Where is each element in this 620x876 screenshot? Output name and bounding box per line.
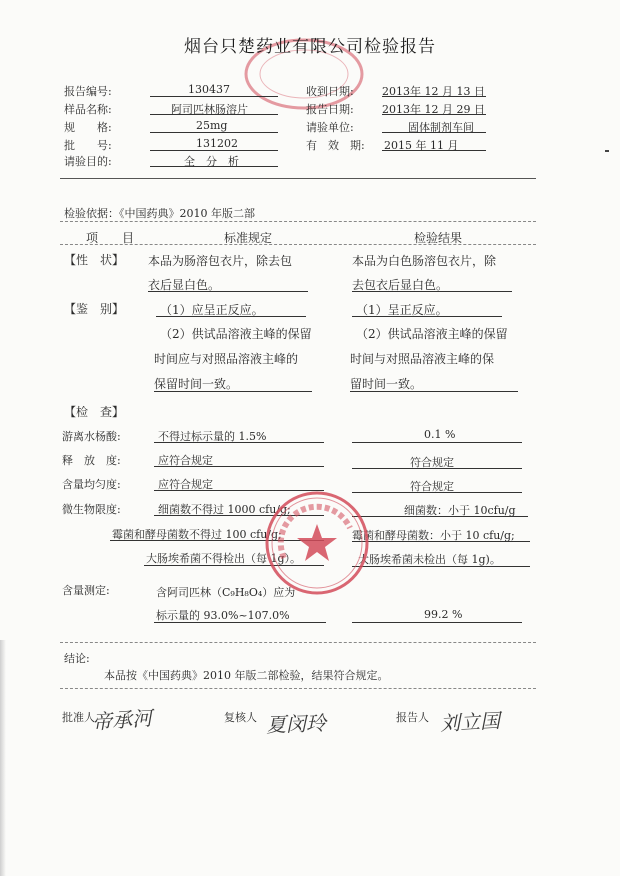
report-day: 29 bbox=[456, 103, 471, 116]
bacteria-res: 细菌数：小于 10cfu/g bbox=[404, 504, 516, 517]
identification-res2-line1: （2）供试品溶液主峰的保留 bbox=[356, 327, 508, 341]
identification-res2-line2: 时间与对照品溶液主峰的保 bbox=[350, 352, 495, 366]
release-std-underline bbox=[154, 466, 324, 467]
scan-mark bbox=[605, 150, 609, 152]
year-char: 年 bbox=[410, 103, 421, 116]
inspection-basis: 检验依据：《中国药典》2010 年版二部 bbox=[64, 207, 255, 220]
approver-signature: 帝承河 bbox=[91, 705, 153, 735]
ecoli-res: 大肠埃希菌未检出（每 1g)。 bbox=[358, 553, 501, 566]
year-char: 年 bbox=[415, 139, 427, 152]
mold-std: 霉菌和酵母菌数不得过 100 cfu/g; bbox=[112, 528, 282, 541]
spec-value: 25mg bbox=[196, 119, 228, 132]
day-char: 日 bbox=[474, 85, 485, 98]
day-char: 日 bbox=[474, 103, 485, 116]
conclusion-bottom-divider bbox=[60, 688, 536, 689]
report-month: 12 bbox=[424, 103, 439, 116]
reviewer-label: 复核人 bbox=[224, 711, 257, 724]
report-year: 2013 bbox=[382, 103, 410, 116]
basis-divider bbox=[60, 221, 536, 222]
purpose-underline bbox=[150, 166, 278, 167]
month-char: 月 bbox=[442, 85, 453, 98]
validity-year: 15 bbox=[398, 139, 412, 152]
bacteria-res-underline bbox=[352, 516, 528, 517]
uniformity-label: 含量均匀度: bbox=[62, 478, 121, 491]
character-std-line2: 衣后显白色。 bbox=[148, 278, 221, 292]
conclusion-divider bbox=[60, 642, 536, 643]
spec-label: 规 格: bbox=[64, 121, 112, 134]
report-no-label: 报告编号: bbox=[64, 85, 112, 98]
character-res-line2: 去包衣后显白色。 bbox=[352, 278, 449, 292]
batch-label: 批 号: bbox=[64, 139, 112, 152]
uniformity-std: 应符合规定 bbox=[158, 478, 213, 491]
year-char: 年 bbox=[410, 85, 421, 98]
reporter-label: 报告人 bbox=[396, 711, 429, 724]
bacteria-std: 细菌数不得过 1000 cfu/g; bbox=[158, 503, 291, 516]
assay-res-underline bbox=[352, 622, 522, 623]
assay-std-line2: 标示量的 93.0%~107.0% bbox=[156, 609, 290, 622]
assay-std-underline bbox=[154, 622, 326, 623]
column-divider bbox=[60, 244, 536, 245]
received-month: 12 bbox=[424, 85, 439, 98]
month-char: 月 bbox=[442, 103, 453, 116]
month-char: 月 bbox=[447, 139, 459, 152]
company-seal-stamp bbox=[262, 488, 372, 598]
received-date-label: 收到日期: bbox=[306, 85, 354, 98]
validity-year-prefix: 20 bbox=[384, 139, 398, 152]
character-res-underline bbox=[352, 291, 512, 292]
product-value: 阿司匹林肠溶片 bbox=[171, 103, 248, 116]
conclusion-text: 本品按《中国药典》2010 年版二部检验，结果符合规定。 bbox=[104, 669, 389, 682]
column-standard: 标准规定 bbox=[224, 231, 273, 245]
report-title: 烟台只楚药业有限公司检验报告 bbox=[184, 37, 436, 57]
reporter-signature: 刘立国 bbox=[439, 708, 501, 736]
column-result: 检验结果 bbox=[414, 231, 463, 245]
product-underline bbox=[150, 114, 278, 115]
conclusion-label: 结论: bbox=[64, 652, 90, 665]
release-std: 应符合规定 bbox=[158, 454, 213, 467]
assay-std-line1: 含阿司匹林（C₉H₈O₄）应为 bbox=[156, 586, 296, 599]
identification-std1-underline bbox=[156, 316, 306, 317]
identification-std2-line1: （2）供试品溶液主峰的保留 bbox=[160, 327, 312, 341]
validity-underline bbox=[382, 150, 486, 151]
requester-underline bbox=[382, 132, 486, 133]
character-label: 【性 状】 bbox=[64, 253, 125, 267]
column-item: 项 目 bbox=[86, 231, 135, 245]
mold-res-underline bbox=[352, 541, 530, 542]
approver-label: 批准人 bbox=[62, 711, 95, 724]
validity-month: 11 bbox=[430, 139, 444, 152]
release-label: 释 放 度: bbox=[62, 454, 121, 467]
validity-label: 有 效 期: bbox=[306, 139, 365, 152]
salicylic-label: 游离水杨酸: bbox=[62, 430, 121, 443]
identification-res1: （1）呈正反应。 bbox=[356, 303, 448, 317]
ecoli-std: 大肠埃希菌不得检出（每 1g）。 bbox=[146, 552, 302, 565]
batch-underline bbox=[150, 150, 278, 151]
identification-std1: （1）应呈正反应。 bbox=[160, 303, 264, 317]
assay-result: 99.2 % bbox=[424, 608, 463, 621]
assay-label: 含量测定: bbox=[62, 584, 110, 597]
character-std-underline bbox=[148, 291, 308, 292]
identification-label: 【鉴 别】 bbox=[64, 302, 125, 316]
identification-res1-underline bbox=[352, 316, 502, 317]
report-no-underline bbox=[150, 96, 278, 97]
reviewer-signature: 夏闵玲 bbox=[265, 710, 327, 738]
purpose-value: 全 分 析 bbox=[184, 155, 239, 168]
release-res: 符合规定 bbox=[410, 456, 454, 469]
ecoli-res-underline bbox=[352, 566, 530, 567]
mold-res: 霉菌和酵母菌数：小于 10 cfu/g; bbox=[352, 529, 515, 542]
received-year: 2013 bbox=[382, 85, 410, 98]
requester-label: 请验单位: bbox=[306, 121, 354, 134]
header-divider bbox=[60, 178, 536, 179]
identification-std2-line2: 时间应与对照品溶液主峰的 bbox=[154, 352, 299, 366]
scan-edge-shadow bbox=[0, 640, 6, 876]
character-std-line1: 本品为肠溶包衣片，除去包 bbox=[148, 254, 293, 268]
product-label: 样品名称: bbox=[64, 103, 112, 116]
purpose-label: 请验目的: bbox=[64, 155, 112, 168]
salicylic-std: 不得过标示量的 1.5% bbox=[158, 430, 267, 443]
report-date-label: 报告日期: bbox=[306, 103, 354, 116]
character-res-line1: 本品为白色肠溶包衣片，除 bbox=[352, 254, 497, 268]
spec-underline bbox=[150, 132, 278, 133]
uniformity-res: 符合规定 bbox=[410, 480, 454, 493]
salicylic-res-underline bbox=[352, 442, 522, 443]
uniformity-res-underline bbox=[352, 492, 522, 493]
release-res-underline bbox=[352, 468, 522, 469]
batch-value: 131202 bbox=[196, 137, 238, 150]
report-no-value: 130437 bbox=[188, 83, 230, 96]
requester-value: 固体制剂车间 bbox=[408, 121, 474, 134]
received-day: 13 bbox=[456, 85, 471, 98]
identification-res2-underline bbox=[350, 391, 518, 392]
report-date-underline bbox=[382, 114, 486, 115]
salicylic-res: 0.1 % bbox=[424, 428, 456, 441]
identification-std2-underline bbox=[154, 391, 312, 392]
received-underline bbox=[382, 96, 486, 97]
identification-std2-line3: 保留时间一致。 bbox=[154, 377, 239, 391]
microbe-label: 微生物限度: bbox=[62, 503, 121, 516]
identification-res2-line3: 留时间一致。 bbox=[350, 377, 423, 391]
salicylic-std-underline bbox=[154, 442, 324, 443]
tests-label: 【检 查】 bbox=[64, 405, 125, 419]
